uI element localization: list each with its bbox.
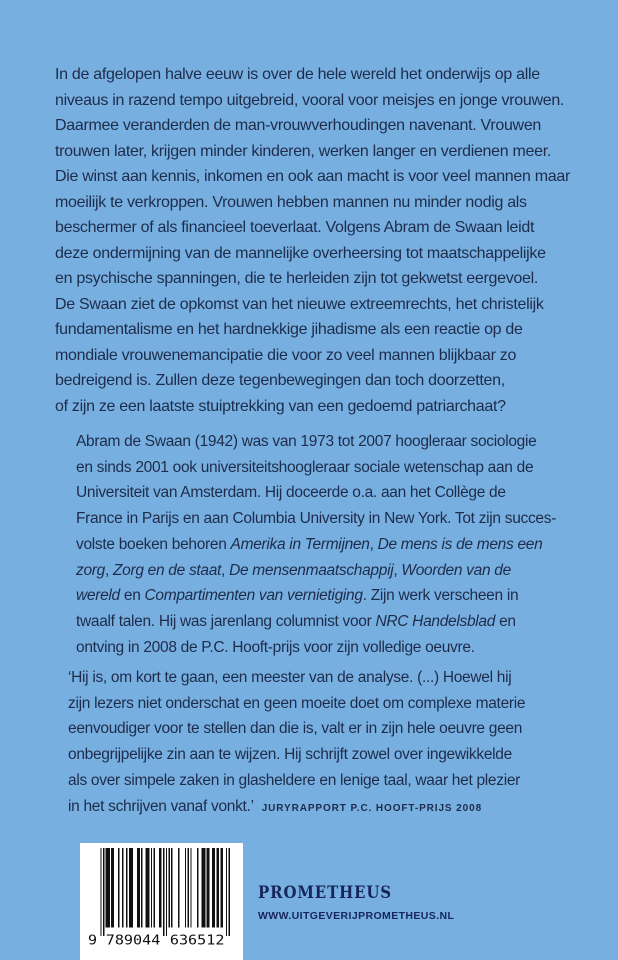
publisher-url: WWW.UITGEVERIJPROMETHEUS.NL: [258, 910, 455, 922]
text-line: beschermer of als financieel toeverlaat. Volgens Abram de Swaan leidt: [55, 219, 535, 236]
text-line: bedreigend is. Zullen deze tegenbewegingen dan toch doorzetten,: [55, 372, 505, 389]
isbn-barcode: [80, 843, 243, 960]
text-line: niveaus in razend tempo uitgebreid, vooral voor meisjes en jonge vrouwen.: [55, 91, 565, 109]
text-line: ‘Hij is, om kort te gaan, een meester van de analyse. (...) Hoewel hij: [68, 669, 512, 686]
text-line: trouwen later, krijgen minder kinderen, werken langer en verdienen meer.: [55, 142, 552, 160]
blurb-paragraph: [55, 62, 570, 419]
author-bio-paragraph: [76, 429, 556, 660]
text-line: France in Parijs en aan Columbia University in New York. Tot zijn succes-: [76, 510, 557, 528]
text-line: Abram de Swaan (1942) was van 1973 tot 2007 hoogleraar sociologie: [76, 433, 537, 450]
text-line: fundamentalisme en het hardnekkige jihadisme als een reactie op de: [55, 321, 523, 338]
text-line: volste boeken behoren Amerika in Termijnen, De mens is de mens een: [76, 535, 543, 553]
text-line: onbegrijpelijke zin aan te wijzen. Hij schrijft zowel over ingewikkelde: [68, 746, 512, 764]
text-line: zijn lezers niet onderschat en geen moeite doet om complexe materie: [68, 694, 526, 712]
text-line: en sinds 2001 ook universiteitshoogleraar sociale wetenschap aan de: [76, 458, 534, 476]
text-line: mondiale vrouwenemancipatie die voor zo veel mannen blijkbaar zo: [55, 346, 517, 364]
barcode-bars-icon: [88, 848, 234, 948]
text-line: als over simpele zaken in glasheldere en lenige taal, waar het plezier: [68, 771, 521, 789]
svg-text:636512: 636512: [169, 933, 225, 948]
text-line: ontving in 2008 de P.C. Hooft-prijs voor zijn volledige oeuvre.: [76, 638, 475, 656]
text-line: twaalf talen. Hij was jarenlang columnist voor NRC Handelsblad en: [76, 612, 516, 630]
text-line: zorg, Zorg en de staat, De mensenmaatschappij, Woorden van de: [76, 561, 511, 579]
text-line: en psychische spanningen, die te herleiden zijn tot gekwetst eergevoel.: [55, 270, 539, 287]
text-line: In de afgelopen halve eeuw is over de hele wereld het onderwijs op alle: [55, 66, 540, 83]
svg-text:9: 9: [88, 933, 98, 948]
svg-text:789044: 789044: [105, 933, 161, 948]
text-line: eenvoudiger voor te stellen dan die is, valt er in zijn hele oeuvre geen: [68, 720, 523, 738]
prometheus-logo: PROMETHEUS: [258, 883, 393, 903]
text-line: deze ondermijning van de mannelijke overheersing tot maatschappelijke: [55, 244, 546, 262]
text-line: De Swaan ziet de opkomst van het nieuwe extreemrechts, het christelijk: [55, 295, 544, 313]
text-line: Universiteit van Amsterdam. Hij doceerde o.a. aan het Collège de: [76, 484, 506, 502]
text-line: Die winst aan kennis, inkomen en ook aan macht is voor veel mannen maar: [55, 168, 570, 185]
text-line: of zijn ze een laatste stuiptrekking van een gedoemd patriarchaat?: [55, 397, 506, 415]
text-line: in het schrijven vanaf vonkt.’ JURYRAPPORT P.C. HOOFT-PRIJS 2008: [68, 797, 483, 815]
jury-quote-paragraph: [68, 665, 525, 821]
text-line: wereld en Compartimenten van vernietiging. Zijn werk verscheen in: [76, 587, 519, 605]
text-line: moeilijk te verkroppen. Vrouwen hebben mannen nu minder nodig als: [55, 193, 527, 211]
text-line: Daarmee veranderden de man-vrouwverhoudingen navenant. Vrouwen: [55, 117, 542, 134]
